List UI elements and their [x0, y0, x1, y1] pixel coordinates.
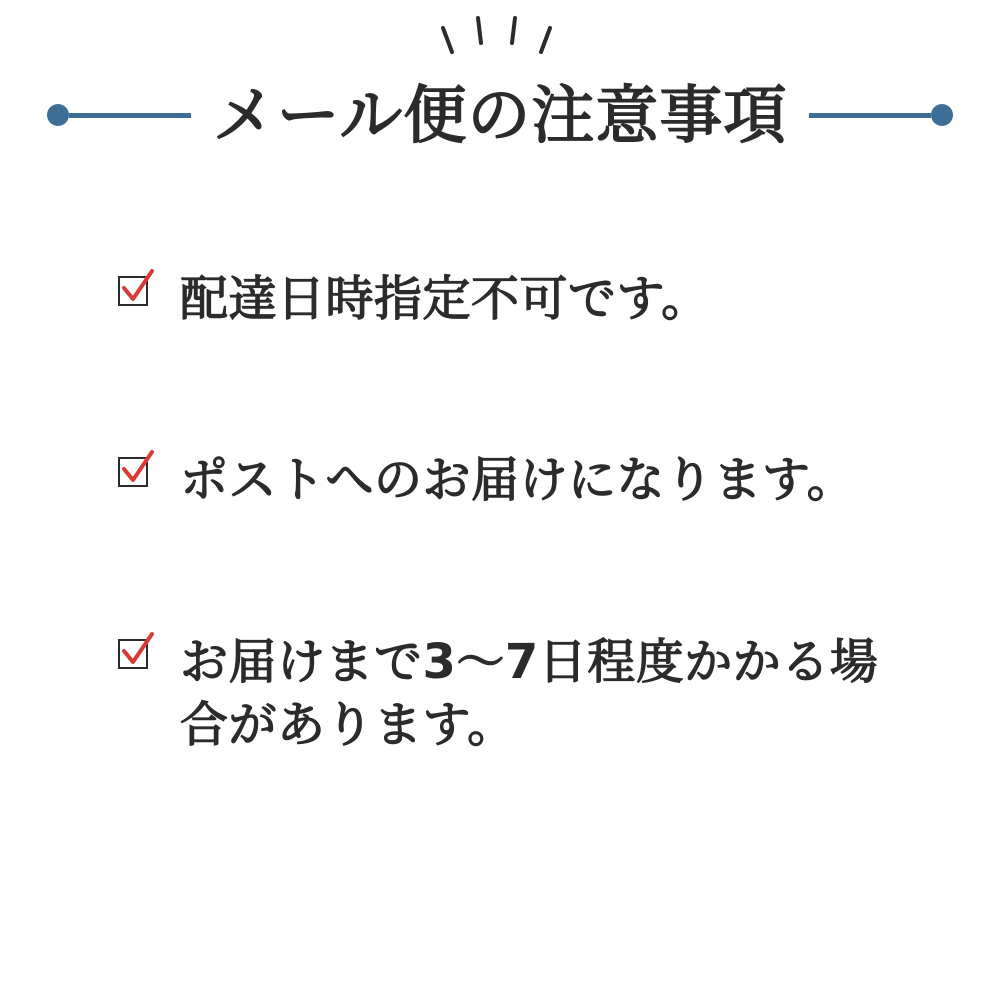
- note-text: ポストへのお届けになります。: [180, 452, 856, 509]
- checkbox-checked-icon: [118, 457, 152, 491]
- note-text: お届けまで3〜7日程度かかる場合があります。: [180, 633, 879, 754]
- rule-line-left: [69, 113, 191, 118]
- notes-list: [118, 268, 918, 757]
- page-title: メール便の注意事項: [212, 78, 788, 152]
- note-text: 配達日時指定不可です。: [180, 271, 710, 327]
- page-header: [0, 0, 1000, 190]
- checkbox-checked-icon: [118, 276, 152, 310]
- title-rule-right: [803, 96, 953, 134]
- list-item: [118, 449, 918, 512]
- rule-dot-left-icon: [47, 104, 69, 126]
- checkbox-checked-icon: [118, 639, 152, 673]
- list-item: [118, 631, 918, 758]
- rule-line-right: [809, 113, 931, 118]
- rule-dot-right-icon: [931, 104, 953, 126]
- list-item: [118, 268, 918, 331]
- title-row: [0, 70, 1000, 160]
- title-rule-left: [47, 96, 197, 134]
